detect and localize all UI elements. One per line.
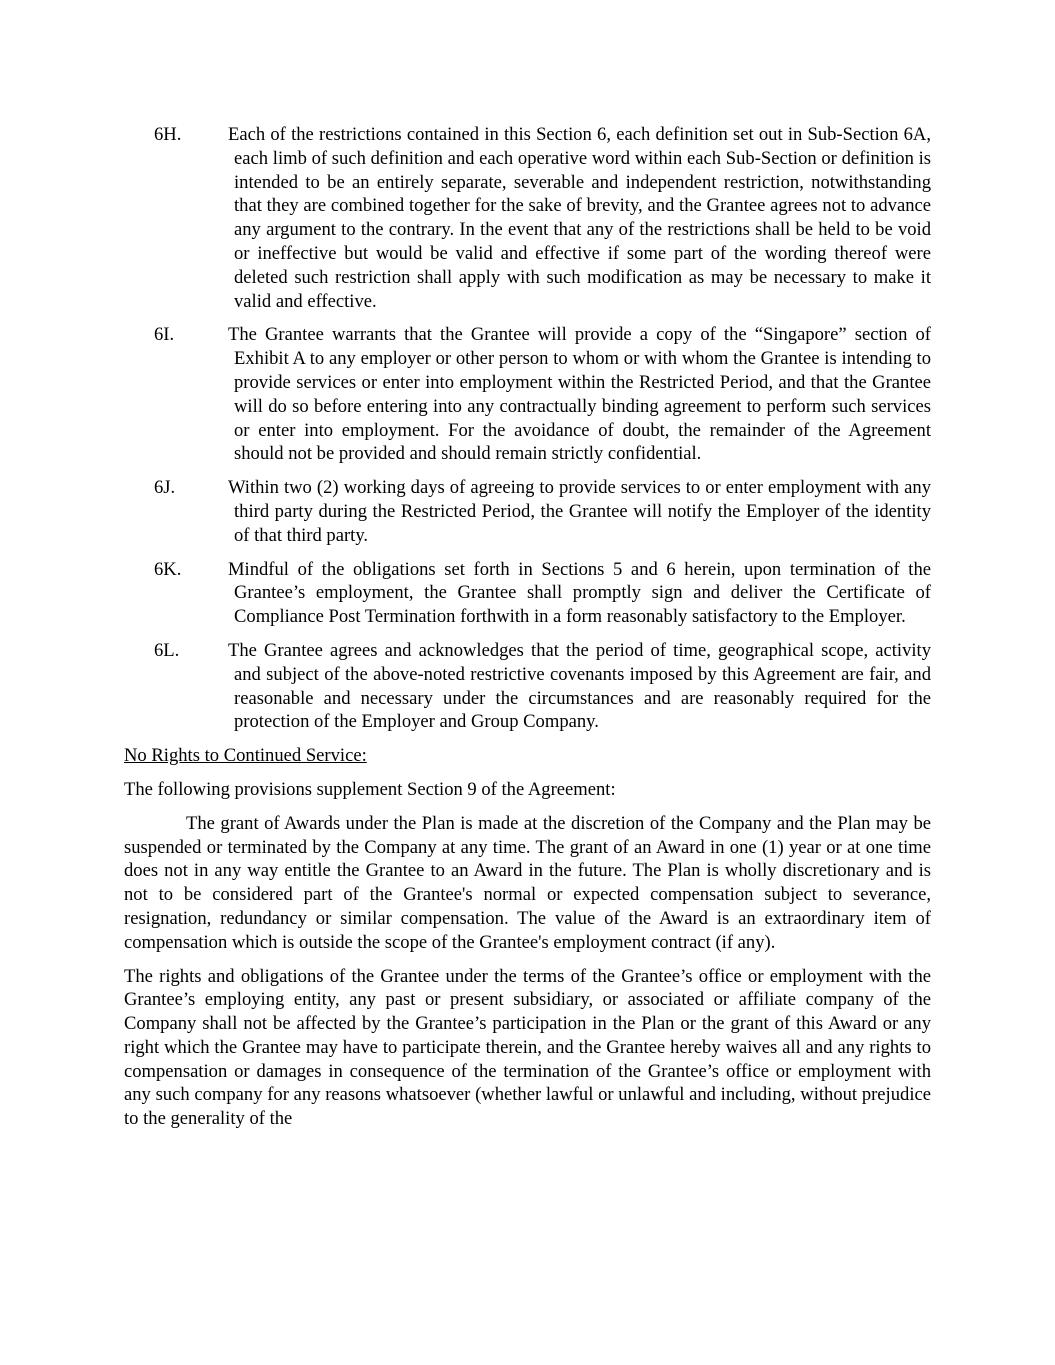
- clause-text: Mindful of the obligations set forth in Sections 5 and 6 herein, upon termination of the Grantee’s employment, the Grantee shall promptly sign and deliver the Certificate of Compliance Post Termination forthwith in a form reasonably satisfactory to the Employer.: [228, 558, 931, 628]
- section-heading: No Rights to Continued Service:: [124, 745, 367, 767]
- clause-6h: [124, 123, 931, 313]
- document-page: [124, 123, 931, 1141]
- clause-number: 6I.: [154, 324, 175, 346]
- paragraph-rights-obligations: The rights and obligations of the Grantee under the terms of the Grantee’s office or employment with the Grantee’s employing entity, any past or present subsidiary, or associated or affiliate company of the Company shall not be affected by the Grantee’s participation in the Plan or the grant of this Award or any right which the Grantee may have to participate therein, and the Grantee hereby waives all and any rights to compensation or damages in consequence of the termination of the Grantee’s office or employment with any such company for any reasons whatsoever (whether lawful or unlawful and including, without prejudice to the generality of the: [124, 965, 931, 1130]
- clause-text: The Grantee warrants that the Grantee will provide a copy of the “Singapore” section of Exhibit A to any employer or other person to whom or with whom the Grantee is intending to provide services or enter into employment within the Restricted Period, and that the Grantee will do so before entering into any contractually binding agreement to perform such services or enter into employment. For the avoidance of doubt, the remainder of the Agreement should not be provided and should remain strictly confidential.: [228, 324, 931, 465]
- clause-text: The Grantee agrees and acknowledges that the period of time, geographical scope, activity and subject of the above-noted restrictive covenants imposed by this Agreement are fair, and reasonable and necessary under the circumstances and are reasonably required for the protection of the Employer and Group Company.: [228, 639, 931, 733]
- clause-number: 6L.: [154, 639, 180, 661]
- clause-6i: [124, 323, 931, 466]
- paragraph-awards-discretion: The grant of Awards under the Plan is made at the discretion of the Company and the Plan may be suspended or terminated by the Company at any time. The grant of an Award in one (1) year or at one time does not in any way entitle the Grantee to an Award in the future. The Plan is wholly discretionary and is not to be considered part of the Grantee's normal or expected compensation subject to severance, resignation, redundancy or similar compensation. The value of the Award is an extraordinary item of compensation which is outside the scope of the Grantee's employment contract (if any).: [124, 812, 931, 953]
- clause-text: Within two (2) working days of agreeing to provide services to or enter employment with any third party during the Restricted Period, the Grantee will notify the Employer of the identity of that third party.: [228, 477, 931, 546]
- clause-number: 6K.: [154, 558, 182, 580]
- clause-text: Each of the restrictions contained in this Section 6, each definition set out in Sub-Section 6A, each limb of such definition and each operative word within each Sub-Section or definition is intended to be an entirely separate, severable and independent restriction, notwithstanding that they are combined together for the sake of brevity, and the Grantee agrees not to advance any argument to the contrary. In the event that any of the restrictions shall be held to be void or ineffective but would be valid and effective if some part of the wording thereof were deleted such restriction shall apply with such modification as may be necessary to make it valid and effective.: [228, 124, 931, 312]
- clause-6j: [124, 476, 931, 547]
- clause-number: 6H.: [154, 124, 182, 145]
- clause-6k: [124, 558, 931, 629]
- section-intro: The following provisions supplement Section 9 of the Agreement:: [124, 778, 616, 800]
- clause-number: 6J.: [154, 477, 176, 499]
- clause-6l: [124, 639, 931, 734]
